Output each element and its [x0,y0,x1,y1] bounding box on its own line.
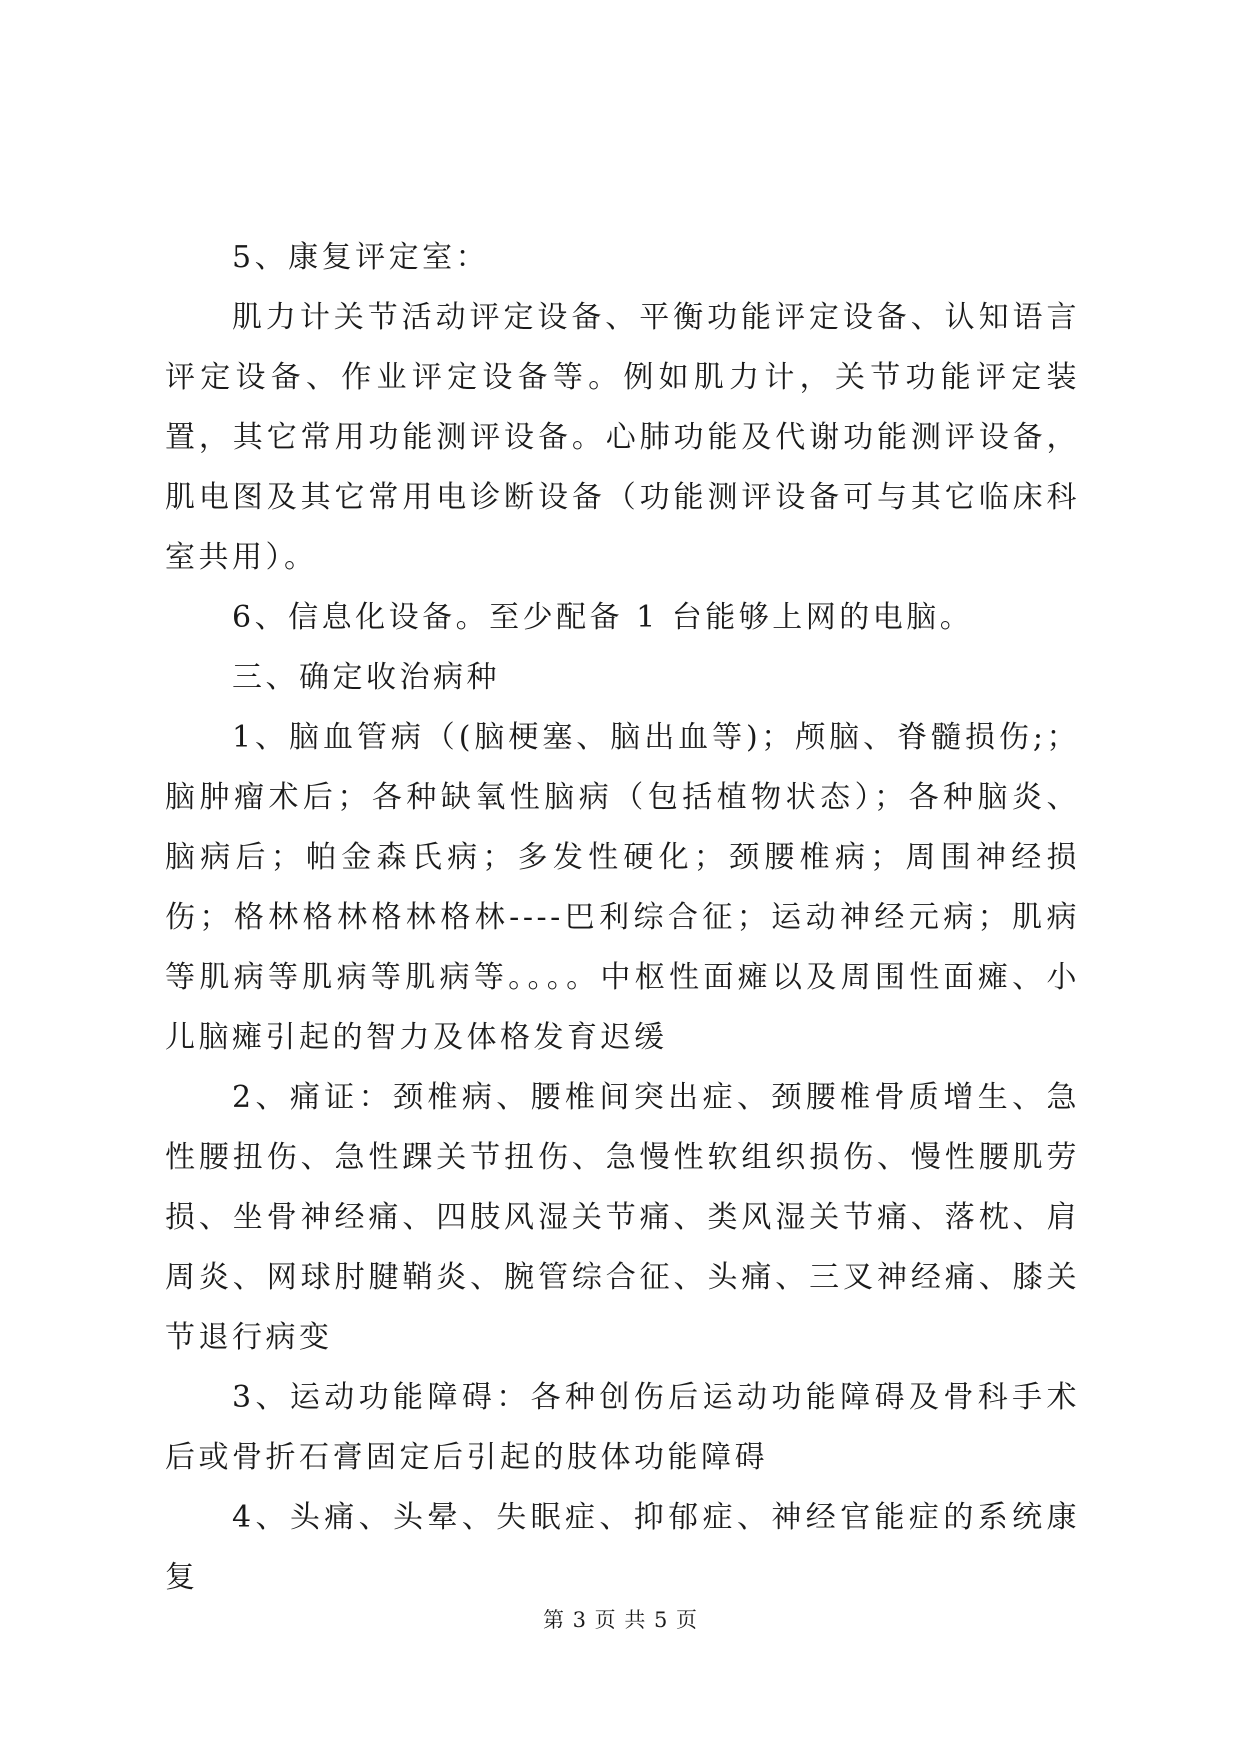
page-number-footer: 第 3 页 共 5 页 [542,1608,699,1632]
paragraph-pain-disorders: 2、痛证：颈椎病、腰椎间突出症、颈腰椎骨质增生、急性腰扭伤、急性踝关节扭伤、急慢性软组织损伤、慢性腰肌劳损、坐骨神经痛、四肢风湿关节痛、类风湿关节痛、落枕、肩周炎、网球肘腱鞘炎、腕管综合征、头痛、三叉神经痛、膝关节退行病变 [165,1080,1080,1355]
paragraph-it-equipment: 6、信息化设备。至少配备 1 台能够上网的电脑。 [232,600,974,635]
document-body [165,228,1080,1608]
paragraph-assessment-equipment: 肌力计关节活动评定设备、平衡功能评定设备、认知语言评定设备、作业评定设备等。例如肌力计，关节功能评定装置，其它常用功能测评设备。心肺功能及代谢功能测评设备，肌电图及其它常用电诊断设备（功能测评设备可与其它临床科室共用）。 [165,300,1080,575]
section-heading-disease-types: 三、确定收治病种 [232,660,500,695]
section-heading-assessment-room: 5、康复评定室： [232,240,490,275]
paragraph-headache-rehab: 4、头痛、头晕、失眠症、抑郁症、神经官能症的系统康复 [165,1500,1080,1595]
paragraph-motor-dysfunction: 3、运动功能障碍：各种创伤后运动功能障碍及骨科手术后或骨折石膏固定后引起的肢体功能障碍 [165,1380,1080,1475]
paragraph-cerebrovascular: 1、脑血管病（(脑梗塞、脑出血等)；颅脑、脊髓损伤;；脑肿瘤术后；各种缺氧性脑病（包括植物状态）；各种脑炎、脑病后；帕金森氏病；多发性硬化；颈腰椎病；周围神经损伤；格林格林格林格林----巴利综合征；运动神经元病；肌病等肌病等肌病等肌病等。。。。中枢性面瘫以及周围性面瘫、小儿脑瘫引起的智力及体格发育迟缓 [165,720,1080,1055]
